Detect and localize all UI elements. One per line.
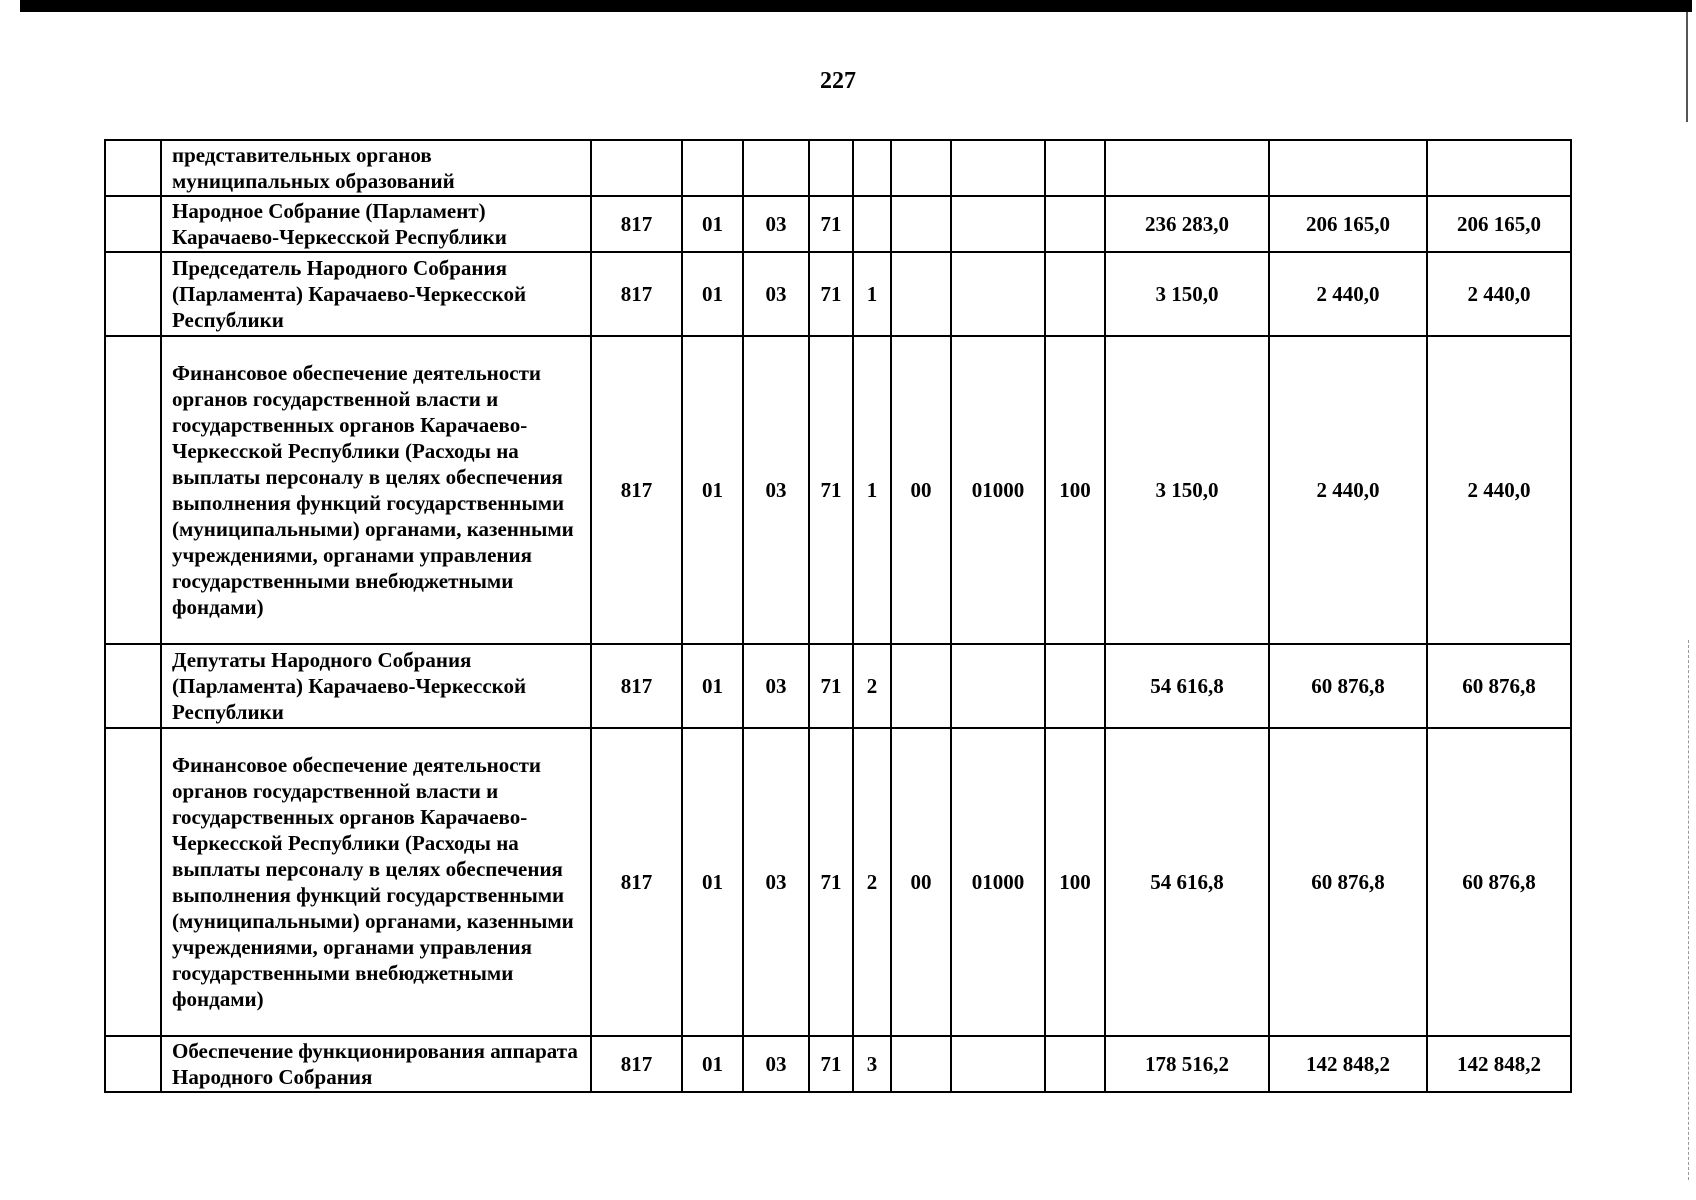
code-section-cell: 01 — [682, 644, 743, 728]
row-number-cell — [105, 728, 161, 1036]
code-element-cell — [891, 196, 951, 252]
code-direction-cell: 01000 — [951, 728, 1045, 1036]
code-subsection-cell: 03 — [743, 1036, 809, 1092]
table-row — [105, 196, 1571, 252]
code-section-cell — [682, 140, 743, 196]
row-name: Народное Собрание (Парламент) Карачаево-Черкесской Республики — [161, 196, 591, 252]
scan-right-edge — [1686, 12, 1688, 122]
amount-year3-cell: 2 440,0 — [1427, 252, 1571, 336]
code-program-cell — [809, 140, 853, 196]
code-ministry-cell: 817 — [591, 252, 682, 336]
amount-year2-cell: 2 440,0 — [1269, 336, 1427, 644]
row-name: Депутаты Народного Собрания (Парламента) Карачаево-Черкесской Республики — [161, 644, 591, 728]
row-number-cell — [105, 644, 161, 728]
amount-year2-cell — [1269, 140, 1427, 196]
code-expense-type-cell: 100 — [1045, 728, 1105, 1036]
amount-year2-cell: 142 848,2 — [1269, 1036, 1427, 1092]
row-name: представительных органов муниципальных образований — [161, 140, 591, 196]
code-subprogram-cell: 2 — [853, 728, 891, 1036]
code-program-cell: 71 — [809, 1036, 853, 1092]
amount-year1-cell: 178 516,2 — [1105, 1036, 1269, 1092]
amount-year2-cell: 2 440,0 — [1269, 252, 1427, 336]
code-program-cell: 71 — [809, 252, 853, 336]
amount-year1-cell: 54 616,8 — [1105, 728, 1269, 1036]
amount-year1-cell: 3 150,0 — [1105, 252, 1269, 336]
code-subprogram-cell — [853, 140, 891, 196]
scan-top-border — [20, 0, 1692, 12]
row-number-cell — [105, 140, 161, 196]
code-subsection-cell — [743, 140, 809, 196]
code-subsection-cell: 03 — [743, 196, 809, 252]
code-subprogram-cell — [853, 196, 891, 252]
code-element-cell: 00 — [891, 728, 951, 1036]
code-section-cell: 01 — [682, 728, 743, 1036]
code-program-cell: 71 — [809, 196, 853, 252]
code-direction-cell — [951, 644, 1045, 728]
table-row — [105, 140, 1571, 196]
code-subsection-cell: 03 — [743, 252, 809, 336]
amount-year3-cell: 2 440,0 — [1427, 336, 1571, 644]
code-section-cell: 01 — [682, 1036, 743, 1092]
amount-year3-cell — [1427, 140, 1571, 196]
code-ministry-cell: 817 — [591, 336, 682, 644]
code-element-cell — [891, 140, 951, 196]
code-expense-type-cell: 100 — [1045, 336, 1105, 644]
code-direction-cell — [951, 1036, 1045, 1092]
code-direction-cell — [951, 196, 1045, 252]
table-row — [105, 1036, 1571, 1092]
code-expense-type-cell — [1045, 644, 1105, 728]
row-number-cell — [105, 336, 161, 644]
code-expense-type-cell — [1045, 1036, 1105, 1092]
amount-year3-cell: 206 165,0 — [1427, 196, 1571, 252]
row-number-cell — [105, 196, 161, 252]
code-element-cell: 00 — [891, 336, 951, 644]
page-number: 227 — [820, 68, 856, 94]
code-ministry-cell — [591, 140, 682, 196]
code-section-cell: 01 — [682, 336, 743, 644]
code-subsection-cell: 03 — [743, 728, 809, 1036]
row-name: Обеспечение функционирования аппарата Народного Собрания — [161, 1036, 591, 1092]
code-program-cell: 71 — [809, 728, 853, 1036]
row-number-cell — [105, 252, 161, 336]
code-ministry-cell: 817 — [591, 1036, 682, 1092]
code-ministry-cell: 817 — [591, 728, 682, 1036]
code-program-cell: 71 — [809, 644, 853, 728]
code-expense-type-cell — [1045, 196, 1105, 252]
code-program-cell: 71 — [809, 336, 853, 644]
row-number-cell — [105, 1036, 161, 1092]
code-subsection-cell: 03 — [743, 336, 809, 644]
code-direction-cell — [951, 140, 1045, 196]
amount-year1-cell — [1105, 140, 1269, 196]
code-ministry-cell: 817 — [591, 644, 682, 728]
code-direction-cell — [951, 252, 1045, 336]
amount-year3-cell: 60 876,8 — [1427, 644, 1571, 728]
code-expense-type-cell — [1045, 140, 1105, 196]
amount-year2-cell: 60 876,8 — [1269, 644, 1427, 728]
code-element-cell — [891, 644, 951, 728]
code-ministry-cell: 817 — [591, 196, 682, 252]
table-row — [105, 336, 1571, 644]
amount-year3-cell: 60 876,8 — [1427, 728, 1571, 1036]
code-direction-cell: 01000 — [951, 336, 1045, 644]
row-name: Финансовое обеспечение деятельности органов государственной власти и государственных органов Карачаево-Черкесской Республики (Расходы на выплаты персоналу в целях обеспечения выполнения функций государственными (муниципальными) органами, казенными учреждениями, органами управления государственными внебюджетными фондами) — [161, 728, 591, 1036]
amount-year1-cell: 3 150,0 — [1105, 336, 1269, 644]
code-subprogram-cell: 2 — [853, 644, 891, 728]
code-element-cell — [891, 1036, 951, 1092]
code-section-cell: 01 — [682, 196, 743, 252]
row-name: Председатель Народного Собрания (Парламента) Карачаево-Черкесской Республики — [161, 252, 591, 336]
code-subsection-cell: 03 — [743, 644, 809, 728]
row-name: Финансовое обеспечение деятельности органов государственной власти и государственных органов Карачаево-Черкесской Республики (Расходы на выплаты персоналу в целях обеспечения выполнения функций государственными (муниципальными) органами, казенными учреждениями, органами управления государственными внебюджетными фондами) — [161, 336, 591, 644]
code-element-cell — [891, 252, 951, 336]
code-section-cell: 01 — [682, 252, 743, 336]
amount-year1-cell: 54 616,8 — [1105, 644, 1269, 728]
amount-year3-cell: 142 848,2 — [1427, 1036, 1571, 1092]
code-subprogram-cell: 3 — [853, 1036, 891, 1092]
code-expense-type-cell — [1045, 252, 1105, 336]
table-row — [105, 644, 1571, 728]
scan-right-dash — [1688, 640, 1689, 1180]
table-row — [105, 728, 1571, 1036]
amount-year2-cell: 206 165,0 — [1269, 196, 1427, 252]
table-row — [105, 252, 1571, 336]
amount-year2-cell: 60 876,8 — [1269, 728, 1427, 1036]
code-subprogram-cell: 1 — [853, 252, 891, 336]
budget-table — [104, 139, 1572, 1093]
amount-year1-cell: 236 283,0 — [1105, 196, 1269, 252]
code-subprogram-cell: 1 — [853, 336, 891, 644]
